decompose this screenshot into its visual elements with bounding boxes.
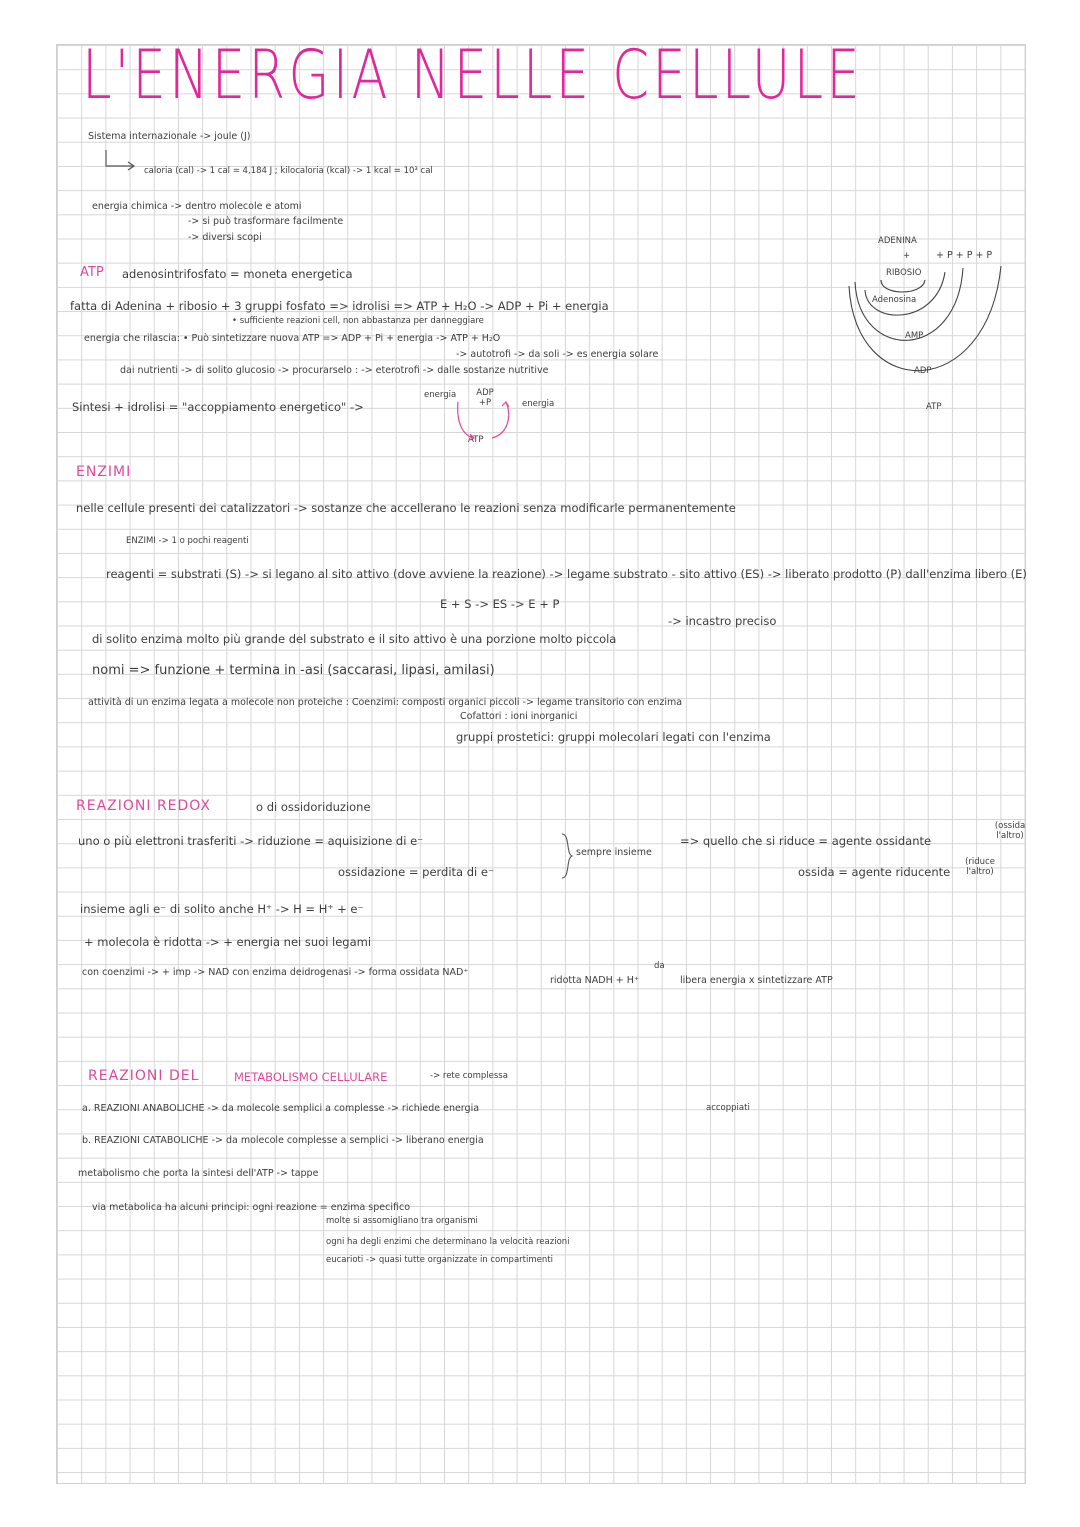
diagram-atp: ATP [926, 402, 942, 412]
metabolism-heading-2: METABOLISMO CELLULARE [234, 1070, 388, 1084]
transform-note: -> si può trasformare facilmente [188, 216, 344, 227]
enzimi-substrates: reagenti = substrati (S) -> si legano al sito attivo (dove avviene la reazione) -> legame substrato - sito attivo (ES) -> liberato prodotto (P) dall'enzima libero (E) [106, 567, 1027, 581]
enzimi-cofactors: attività di un enzima legata a molecole non proteiche : Coenzimi: composti organici piccoli -> legame transitorio con enzima [88, 697, 683, 708]
redox-subtitle: o di ossidoriduzione [256, 800, 371, 814]
page-title: L'ENERGIA NELLE CELLULE [82, 36, 863, 115]
enzimi-catalysts: nelle cellule presenti dei catalizzatori -> sostanze che accellerano le reazioni senza modificarle permanentemente [76, 501, 736, 515]
coupling-note: Sintesi + idrolisi = "accoppiamento energetico" -> [72, 400, 364, 414]
diagram-amp: AMP [905, 331, 924, 341]
atp-sufficient-note: • sufficiente reazioni cell, non abbastanza per danneggiare [232, 316, 484, 326]
redox-da: da [654, 961, 665, 971]
si-unit-note: Sistema internazionale -> joule (J) [88, 131, 251, 142]
cycle-energy-in: energia [424, 390, 457, 400]
cycle-adp: ADP +P [476, 388, 494, 408]
pathway-similar: molte si assomigliano tra organismi [326, 1216, 478, 1226]
diagram-adp: ADP [914, 366, 932, 376]
enzimi-fit-note: -> incastro preciso [668, 614, 777, 628]
cycle-atp: ATP [468, 435, 484, 445]
redox-together: sempre insieme [576, 847, 652, 858]
coupled-note: accoppiati [706, 1103, 750, 1113]
redox-energy: + molecola è ridotta -> + energia nei suoi legami [84, 935, 372, 949]
pathway-speed: ogni ha degli enzimi che determinano la velocità reazioni [326, 1237, 570, 1247]
redox-reductant: ossida = agente riducente [798, 865, 951, 879]
redox-atp-note: libera energia x sintetizzare ATP [680, 975, 833, 986]
enzimi-prosthetic: gruppi prostetici: gruppi molecolari legati con l'enzima [456, 730, 771, 744]
atp-definition: adenosintrifosfato = moneta energetica [122, 267, 353, 281]
enzimi-equation: E + S -> ES -> E + P [440, 597, 560, 611]
atp-structure-brackets [845, 262, 1025, 412]
redox-oxidant-note: (ossida l'altro) [994, 821, 1026, 841]
autotrophs-note: -> autotrofi -> da soli -> es energia solare [456, 349, 659, 360]
atp-energy-release: energia che rilascia: • Può sintetizzare nuova ATP => ADP + Pi + energia -> ATP + H₂O [84, 333, 501, 344]
atp-synthesis-stages: metabolismo che porta la sintesi dell'ATP -> tappe [78, 1168, 319, 1179]
metabolism-network: -> rete complessa [430, 1071, 508, 1081]
redox-oxidation: ossidazione = perdita di e⁻ [338, 865, 495, 879]
enzimi-heading: ENZIMI [76, 464, 132, 480]
purposes-note: -> diversi scopi [188, 232, 262, 243]
redox-reduction: uno o più elettroni trasferiti -> riduzione = aquisizione di e⁻ [78, 834, 424, 848]
atp-cycle-arrows [452, 398, 522, 444]
pathway-compartments: eucarioti -> quasi tutte organizzate in compartimenti [326, 1255, 553, 1265]
catabolic-reactions: b. REAZIONI CATABOLICHE -> da molecole complesse a semplici -> liberano energia [82, 1135, 484, 1146]
diagram-ribosio: RIBOSIO [886, 268, 922, 278]
diagram-phosphates: + P + P + P [936, 250, 993, 261]
enzimi-size-note: di solito enzima molto più grande del substrato e il sito attivo è una porzione molto piccola [92, 632, 617, 646]
enzimi-ions: Cofattori : ioni inorganici [460, 711, 578, 722]
calorie-note: caloria (cal) -> 1 cal = 4,184 J ; kilocaloria (kcal) -> 1 kcal = 10³ cal [144, 166, 433, 176]
enzimi-naming: nomi => funzione + termina in -asi (saccarasi, lipasi, amilasi) [92, 663, 495, 678]
diagram-plus: + [903, 251, 911, 261]
metabolism-heading-1: REAZIONI DEL [88, 1068, 200, 1084]
enzimi-few-reagents: ENZIMI -> 1 o pochi reagenti [126, 536, 249, 546]
atp-heading: ATP [80, 265, 104, 280]
redox-nadh: ridotta NADH + H⁺ [550, 975, 639, 986]
anabolic-reactions: a. REAZIONI ANABOLICHE -> da molecole semplici a complesse -> richiede energia [82, 1103, 480, 1114]
cycle-energy-out: energia [522, 399, 555, 409]
diagram-adenina: ADENINA [878, 236, 917, 246]
redox-reductant-note: (riduce l'altro) [965, 857, 995, 877]
arrow-hook-icon [98, 150, 138, 174]
grid-paper [56, 44, 1026, 1484]
redox-nad: con coenzimi -> + imp -> NAD con enzima deidrogenasi -> forma ossidata NAD⁺ [82, 967, 469, 978]
diagram-adenosina: Adenosina [872, 295, 917, 305]
pathway-principles: via metabolica ha alcuni principi: ogni reazione = enzima specifico [92, 1202, 411, 1213]
redox-protons: insieme agli e⁻ di solito anche H⁺ -> H = H⁺ + e⁻ [80, 902, 364, 916]
atp-composition: fatta di Adenina + ribosio + 3 gruppi fosfato => idrolisi => ATP + H₂O -> ADP + Pi + energia [70, 299, 609, 313]
redox-heading: REAZIONI REDOX [76, 798, 212, 814]
brace-icon [560, 832, 576, 882]
chemical-energy-note: energia chimica -> dentro molecole e atomi [92, 201, 302, 212]
nutrients-note: dai nutrienti -> di solito glucosio -> procurarselo : -> eterotrofi -> dalle sostanze nutritive [120, 365, 549, 376]
redox-oxidant: => quello che si riduce = agente ossidante [680, 834, 932, 848]
